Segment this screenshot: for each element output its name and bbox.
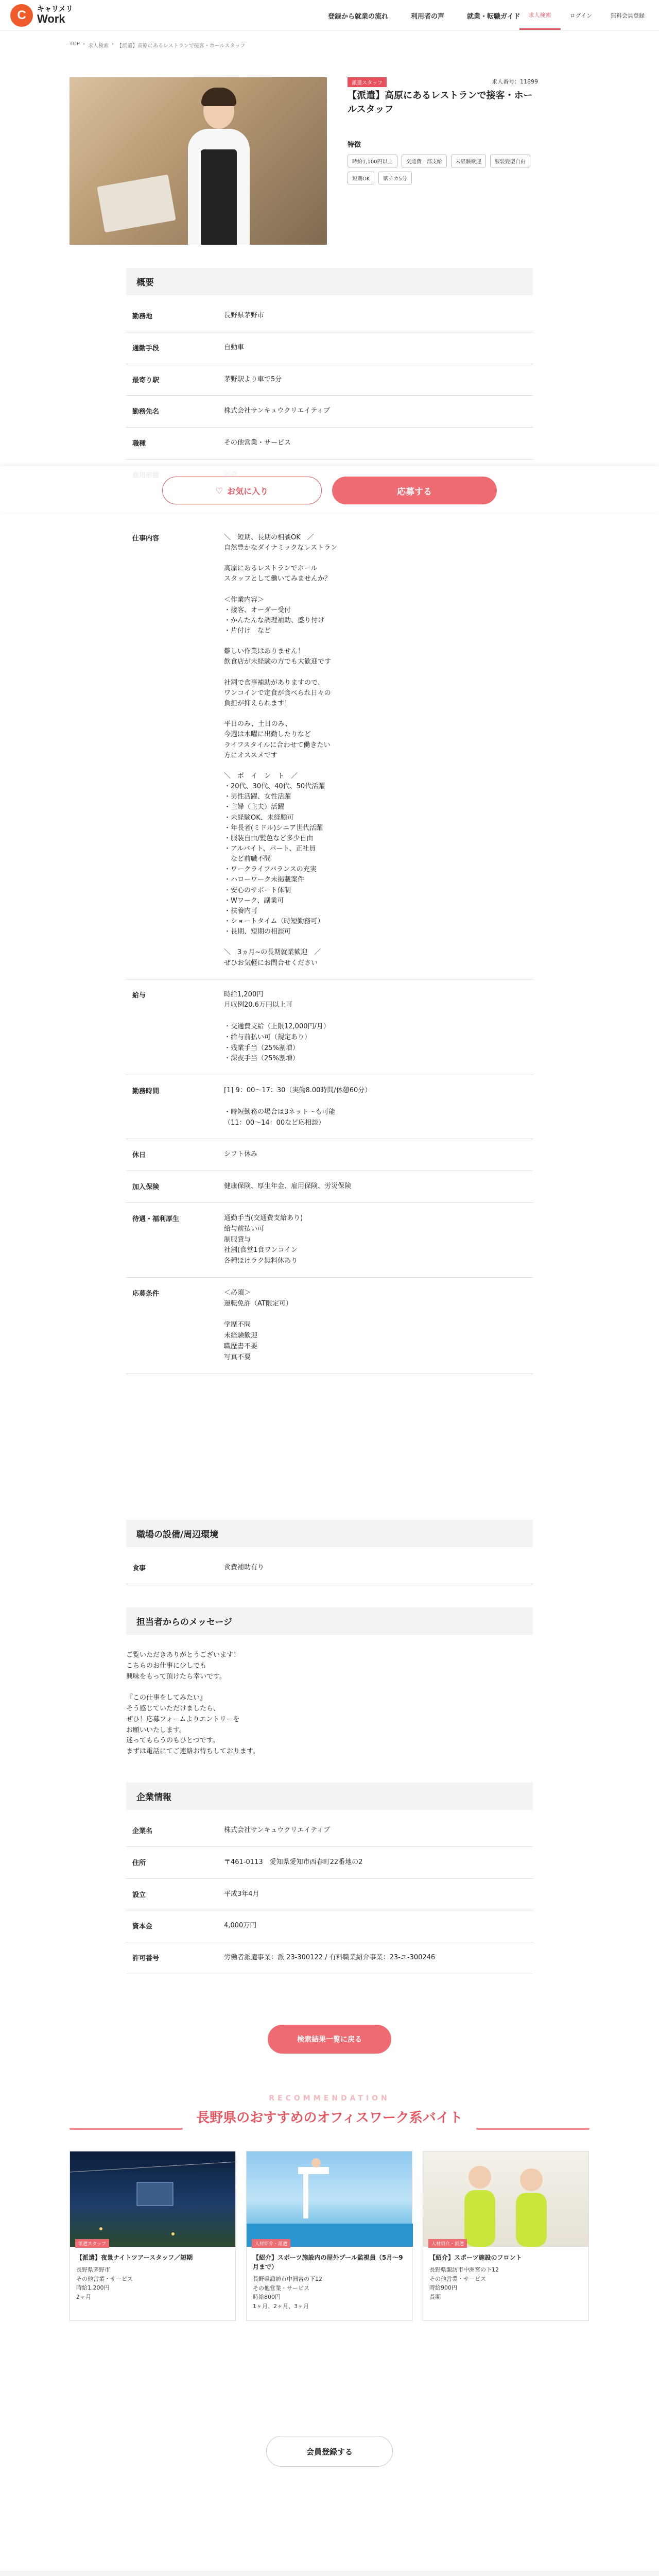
recommend-card[interactable] (423, 2151, 589, 2321)
row-value: 茅野駅より車で5分 (224, 375, 282, 383)
row-label: 最寄り駅 (132, 376, 160, 384)
logo[interactable] (10, 4, 73, 27)
recommend-line-left (70, 2128, 183, 2130)
card-meta: 長野県茅野市 その他営業・サービス 時給1,200円 2ヶ月 (76, 2266, 133, 2300)
back-to-results-button[interactable]: 検索結果一覧に戻る (268, 2025, 391, 2054)
job-hero (70, 77, 538, 247)
company-row (126, 1879, 533, 1911)
card-tag: 派遣スタッフ (75, 2239, 109, 2248)
row-value: 通勤手当(交通費支給あり) 給与前払い可 制服貸与 社割(食堂1食ワンコイン 各種ほけラク無料休あり (224, 1214, 303, 1265)
company-row (126, 1847, 533, 1879)
company-row (126, 1942, 533, 1974)
row-label: 住所 (132, 1859, 146, 1867)
card-meta: 長野県諏訪市中洲宮の下12 その他営業・サービス 時給800円 1ヶ月、2ヶ月、3ヶ月 (253, 2276, 322, 2310)
nav-guide[interactable]: 就業・転職ガイド (467, 12, 521, 21)
sub-nav (519, 0, 654, 31)
facility-section (126, 1520, 533, 1584)
row-label: 給与 (132, 991, 146, 999)
overview-row (126, 979, 533, 1076)
favorite-button[interactable] (162, 477, 322, 504)
feature-tag: 交通費一部支給 (402, 155, 447, 167)
overview-row (126, 1203, 533, 1278)
card-title: 【紹介】スポーツ施設内の屋外プール監視員（5月～9月まで） (253, 2254, 403, 2270)
logo-top-text: キャリメリ (37, 5, 73, 13)
row-label: 企業名 (132, 1827, 153, 1835)
row-label: 待遇・福利厚生 (132, 1215, 180, 1224)
overview-row (126, 1139, 533, 1171)
row-label: 通勤手段 (132, 344, 160, 352)
feature-tag: 駅チカ5分 (378, 172, 411, 184)
card-meta: 長野県諏訪市中洲宮の下12 その他営業・サービス 時給900円 長期 (429, 2266, 499, 2300)
feature-tag: 時給1,100円以上 (348, 155, 397, 167)
row-value: 平成3年4月 (224, 1890, 259, 1898)
overview-row (126, 428, 533, 460)
company-row (126, 1815, 533, 1847)
overview-row (126, 492, 533, 979)
logo-mark: C (10, 4, 33, 27)
message-body (126, 1640, 533, 1768)
row-value: 長野県茅野市 (224, 312, 265, 319)
company-section (126, 1783, 533, 1974)
row-label: 仕事内容 (132, 534, 160, 543)
row-value: 4,000万円 (224, 1922, 257, 1930)
nav-job-search[interactable]: 求人検索 (519, 2, 561, 30)
logo-bottom-text: Work (37, 12, 65, 26)
row-label: 食事 (132, 1565, 146, 1572)
row-label: 休日 (132, 1151, 146, 1160)
breadcrumb: TOP › 求人検索 › 【派遣】高原にあるレストランで接客・ホールスタッフ (70, 41, 246, 49)
overview-section (126, 268, 533, 1374)
nav-register[interactable]: 無料会員登録 (611, 12, 645, 19)
overview-heading: 概要 (126, 268, 533, 295)
row-label: 勤務地 (132, 313, 153, 320)
card-tag: 人材紹介・派遣 (252, 2239, 290, 2248)
card-image (247, 2151, 412, 2247)
breadcrumb-search[interactable]: 求人検索 (88, 43, 109, 49)
message-heading: 担当者からのメッセージ (126, 1607, 533, 1635)
row-label: 資本金 (132, 1923, 153, 1931)
breadcrumb-top[interactable]: TOP (70, 41, 80, 47)
breadcrumb-current: 【派遣】高原にあるレストランで接客・ホールスタッフ (117, 43, 246, 49)
recommend-en-label: RECOMMENDATION (269, 2094, 390, 2103)
nav-login[interactable]: ログイン (569, 12, 592, 19)
card-image (423, 2151, 588, 2247)
overview-row (126, 396, 533, 428)
recommend-card[interactable] (70, 2151, 236, 2321)
job-number: 求人番号：11899 (492, 78, 538, 85)
overview-row (126, 1075, 533, 1139)
row-value: シフト休み (224, 1150, 258, 1159)
footer (0, 2571, 659, 2576)
row-label: 応募条件 (132, 1290, 160, 1298)
nav-voices[interactable]: 利用者の声 (411, 12, 445, 21)
row-value: 労働者派遣事業：派 23-300122 / 有料職業紹介事業：23-ユ-300246 (224, 1954, 436, 1962)
card-title: 【紹介】スポーツ施設のフロント (429, 2254, 522, 2261)
favorite-label: お気に入り (227, 486, 269, 496)
row-value: 株式会社サンキュウクリエイティブ (224, 1826, 331, 1834)
main-nav (317, 0, 532, 31)
row-value: 健康保険、厚生年金、雇用保険、労災保険 (224, 1182, 352, 1191)
row-value: 〒461-0113 愛知県愛知市西春町22番地の2 (224, 1858, 363, 1866)
feature-tag: 未経験歓迎 (451, 155, 486, 167)
row-value: [1] 9：00～17：30（実働8.00時間/休憩60分） ・時短勤務の場合は3ネット～も可能 （11：00～14：00など応相談） (224, 1087, 372, 1127)
card-image (70, 2151, 235, 2247)
row-label: 加入保険 (132, 1183, 160, 1192)
sticky-action-bar (0, 466, 659, 513)
overview-row (126, 300, 533, 332)
apply-button[interactable]: 応募する (332, 477, 497, 504)
row-value: ＜必須＞ 運転免許（AT限定可） 学歴不問 未経験歓迎 職歴書不要 写真不要 (224, 1289, 292, 1361)
company-row (126, 1910, 533, 1942)
row-value: 食費補助有り (224, 1564, 265, 1571)
feature-tag: 服装髪型自由 (490, 155, 530, 167)
row-label: 勤務先名 (132, 408, 160, 416)
feature-label: 特徴 (348, 141, 361, 149)
row-value: 自動車 (224, 343, 245, 351)
overview-row (126, 364, 533, 396)
heart-icon: ♡ (215, 485, 223, 496)
row-label: 勤務時間 (132, 1088, 160, 1096)
recommend-line-right (476, 2128, 589, 2130)
row-value: 時給1,200円 月収例20.6万円以上可 ・交通費支給（上限12,000円/月） ・給与前払い可（規定あり） ・残業手当（25%割増） ・深夜手当（25%割増） (224, 990, 330, 1063)
facility-heading: 職場の設備/周辺環境 (126, 1520, 533, 1547)
job-title: 【派遣】高原にあるレストランで接客・ホールスタッフ (348, 90, 533, 115)
overview-row (126, 332, 533, 364)
row-value: ＼ 短期、長期の相談OK ／ 自然豊かなダイナミックなレストラン 高原にあるレストランでホール スタッフとして働いてみませんか？ ＜作業内容＞ ・接客、オーダー受付 ・かんたんな調理補助、盛り付け ・片付け など 難しい作業はありません！ 飲食店が未経験の方でも大歓迎です 社割で食事補助がありますので、 ワンコインで定食が食べられ日々の 負担が抑えられます！ 平日のみ、土日のみ、 今週は木曜に出勤したりなど ライフスタイルに合わせて働きたい 方にオススメです ＼ ポ イ ン ト ／ ・20代、30代、40代、50代活躍 ・男性活躍、女性活躍 ・主婦（主夫）活躍 ・未経験OK、未経験可 ・年長者(ミドル)シニア世代活躍 ・服装自由/髪色など多少自由 ・アルバイト、パート、正社員 など前職不問 ・ワークライフバランスの充実 ・ハローワーク未掲載案件 ・安心のサポート体制 ・Wワーク、副業可 ・扶養内可 ・ショートタイム（時短勤務可） ・長期、短期の相談可 ＼ 3ヵ月~の長期就業歓迎 ／ ぜひお気軽にお問合せください (224, 533, 338, 967)
facility-row (126, 1552, 533, 1584)
row-label: 許可番号 (132, 1955, 160, 1963)
company-heading: 企業情報 (126, 1783, 533, 1810)
message-section (126, 1607, 533, 1768)
overview-row (126, 1278, 533, 1374)
row-label: 設立 (132, 1891, 146, 1899)
row-value: その他営業・サービス (224, 439, 291, 447)
nav-flow[interactable]: 登録から就業の流れ (328, 12, 389, 21)
job-photo (70, 77, 327, 245)
site-header (0, 0, 659, 31)
overview-row (126, 1171, 533, 1203)
row-label: 職種 (132, 440, 146, 448)
row-value: 株式会社サンキュウクリエイティブ (224, 407, 331, 415)
feature-tag: 短期OK (348, 172, 374, 184)
card-title: 【派遣】夜景ナイトツアースタッフ／短期 (76, 2254, 193, 2261)
employment-badge: 派遣スタッフ (348, 77, 387, 87)
message-text: ご覧いただきありがとうございます！ こちらのお仕事に少しでも 興味をもって頂けたら幸いです。 『この仕事をしてみたい』 そう感じていただけましたら、 ぜひ！応募フォームよりエントリーを お願いいたします。 迷ってもらうのもひとつです。 まずは電話にてご連絡お待ちしております。 (126, 1651, 259, 1756)
feature-tags (348, 155, 538, 184)
recommend-cards (70, 2151, 589, 2321)
register-button[interactable]: 会員登録する (266, 2436, 393, 2467)
recommend-title: 長野県のおすすめのオフィスワーク系バイト (196, 2110, 463, 2126)
card-tag: 人材紹介・派遣 (428, 2239, 467, 2248)
recommend-card[interactable] (246, 2151, 412, 2321)
